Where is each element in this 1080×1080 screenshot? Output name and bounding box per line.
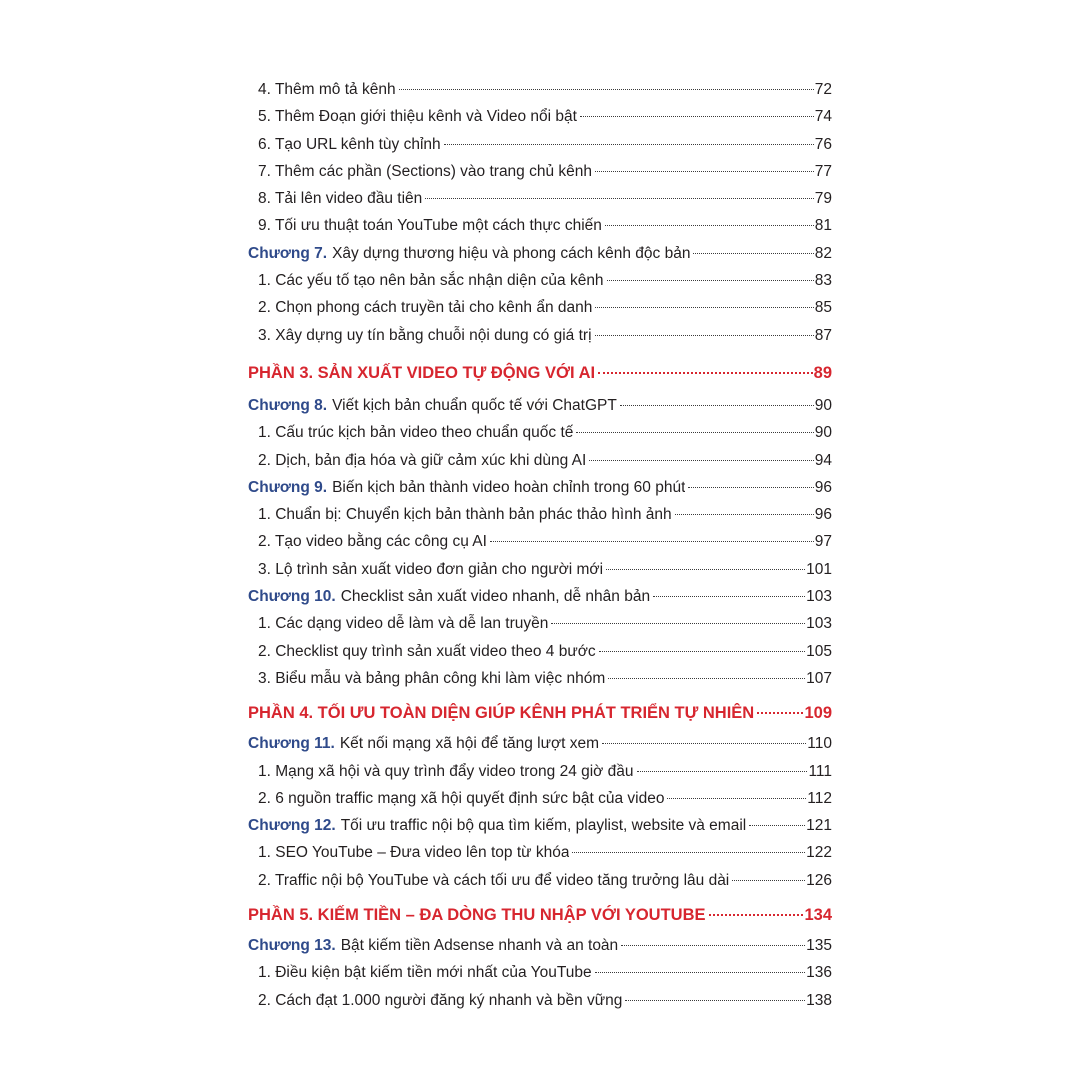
toc-section-entry xyxy=(248,76,832,103)
toc-section-entry xyxy=(248,610,832,637)
entry-title: 2. Checklist quy trình sản xuất video theo 4 bước xyxy=(258,642,596,660)
dot-leader xyxy=(749,825,805,826)
toc-section-entry xyxy=(248,785,832,812)
page-number: 77 xyxy=(814,162,832,180)
dot-leader xyxy=(399,89,814,90)
dot-leader xyxy=(693,253,813,254)
entry-title: 1. Mạng xã hội và quy trình đẩy video trong 24 giờ đầu xyxy=(258,762,634,780)
entry-title: Checklist sản xuất video nhanh, dễ nhân bản xyxy=(340,588,651,606)
toc-section-entry xyxy=(248,528,832,555)
chapter-label: Chương 9. xyxy=(248,478,328,496)
dot-leader xyxy=(625,1000,805,1001)
dot-leader xyxy=(602,743,806,744)
page-number: 103 xyxy=(806,615,832,633)
entry-title: 2. Dịch, bản địa hóa và giữ cảm xúc khi dùng AI xyxy=(258,451,587,469)
entry-title: 1. Các yếu tố tạo nên bản sắc nhận diện của kênh xyxy=(258,272,604,290)
entry-title: PHẦN 4. TỐI ƯU TOÀN DIỆN GIÚP KÊNH PHÁT TRIỂN TỰ NHIÊN xyxy=(248,704,755,723)
toc-section-entry xyxy=(248,267,832,294)
toc-section-entry xyxy=(248,103,832,130)
chapter-label: Chương 12. xyxy=(248,817,336,835)
page-number: 76 xyxy=(814,135,832,153)
page-number: 96 xyxy=(814,478,832,496)
dot-leader xyxy=(595,972,806,973)
dot-leader xyxy=(572,852,805,853)
page-number: 122 xyxy=(806,844,832,862)
entry-title: 2. Cách đạt 1.000 người đăng ký nhanh và bền vững xyxy=(258,991,623,1009)
dot-leader xyxy=(608,678,805,679)
dot-leader xyxy=(580,116,814,117)
toc-section-entry xyxy=(248,839,832,866)
page-number: 121 xyxy=(806,817,832,835)
toc-section-entry xyxy=(248,665,832,692)
entry-title: 3. Biểu mẫu và bảng phân công khi làm việc nhóm xyxy=(258,669,606,687)
table-of-contents xyxy=(248,76,832,1014)
toc-section-entry xyxy=(248,212,832,239)
page-number: 72 xyxy=(814,81,832,98)
dot-leader xyxy=(444,144,814,145)
entry-title: 2. Chọn phong cách truyền tải cho kênh ẩn danh xyxy=(258,299,593,317)
page-number: 85 xyxy=(814,299,832,317)
entry-title: 5. Thêm Đoạn giới thiệu kênh và Video nổi bật xyxy=(258,108,577,126)
page-number: 87 xyxy=(814,326,832,344)
page-number: 138 xyxy=(806,991,832,1009)
dot-leader xyxy=(595,171,814,172)
toc-section-entry xyxy=(248,638,832,665)
page-number: 134 xyxy=(804,906,832,925)
toc-chapter-entry xyxy=(248,932,832,959)
dot-leader xyxy=(490,541,814,542)
chapter-label: Chương 11. xyxy=(248,735,335,753)
toc-section-entry xyxy=(248,987,832,1014)
page-number: 111 xyxy=(808,762,832,780)
entry-title: Xây dựng thương hiệu và phong cách kênh độc bản xyxy=(332,244,691,262)
toc-chapter-entry xyxy=(248,474,832,501)
page-number: 83 xyxy=(814,272,832,290)
dot-leader xyxy=(757,712,803,714)
toc-chapter-entry xyxy=(248,583,832,610)
toc-section-entry xyxy=(248,959,832,986)
entry-title: 4. Thêm mô tả kênh xyxy=(258,81,396,98)
dot-leader xyxy=(576,432,813,433)
page-number: 90 xyxy=(814,396,832,414)
chapter-label: Chương 10. xyxy=(248,588,336,606)
page-number: 94 xyxy=(814,451,832,469)
toc-section-entry xyxy=(248,322,832,349)
toc-section-entry xyxy=(248,131,832,158)
entry-title: 2. Tạo video bằng các công cụ AI xyxy=(258,533,487,551)
toc-chapter-entry xyxy=(248,240,832,267)
page-number: 126 xyxy=(806,871,832,889)
entry-title: Tối ưu traffic nội bộ qua tìm kiếm, playlist, website và email xyxy=(340,817,747,835)
entry-title: Biến kịch bản thành video hoàn chỉnh trong 60 phút xyxy=(332,478,686,496)
page-number: 103 xyxy=(806,588,832,606)
entry-title: 2. 6 nguồn traffic mạng xã hội quyết định sức bật của video xyxy=(258,789,665,807)
dot-leader xyxy=(607,280,814,281)
entry-title: 1. Chuẩn bị: Chuyển kịch bản thành bản phác thảo hình ảnh xyxy=(258,506,672,524)
toc-section-entry xyxy=(248,447,832,474)
entry-title: 2. Traffic nội bộ YouTube và cách tối ưu để video tăng trưởng lâu dài xyxy=(258,871,730,889)
entry-title: 1. Các dạng video dễ làm và dễ lan truyền xyxy=(258,615,549,633)
dot-leader xyxy=(637,771,808,772)
page-number: 136 xyxy=(806,964,832,982)
page-number: 107 xyxy=(806,669,832,687)
dot-leader xyxy=(605,225,814,226)
page-number: 97 xyxy=(814,533,832,551)
dot-leader xyxy=(606,569,805,570)
dot-leader xyxy=(595,335,814,336)
toc-part-heading xyxy=(248,358,832,388)
page-number: 105 xyxy=(806,642,832,660)
dot-leader xyxy=(598,372,813,374)
chapter-label: Chương 7. xyxy=(248,244,328,262)
entry-title: 1. SEO YouTube – Đưa video lên top từ khóa xyxy=(258,844,570,862)
entry-title: 6. Tạo URL kênh tùy chỉnh xyxy=(258,135,441,153)
page-number: 79 xyxy=(814,190,832,208)
entry-title: 9. Tối ưu thuật toán YouTube một cách thực chiến xyxy=(258,217,602,235)
toc-section-entry xyxy=(248,185,832,212)
entry-title: Kết nối mạng xã hội để tăng lượt xem xyxy=(339,735,600,753)
page-number: 90 xyxy=(814,424,832,442)
entry-title: PHẦN 3. SẢN XUẤT VIDEO TỰ ĐỘNG VỚI AI xyxy=(248,363,596,382)
page-number: 112 xyxy=(807,789,832,807)
page-number: 135 xyxy=(806,937,832,955)
page-number: 82 xyxy=(814,244,832,262)
dot-leader xyxy=(667,798,806,799)
page-number: 96 xyxy=(814,506,832,524)
dot-leader xyxy=(621,945,805,946)
entry-title: 3. Xây dựng uy tín bằng chuỗi nội dung có giá trị xyxy=(258,326,592,344)
dot-leader xyxy=(595,307,813,308)
dot-leader xyxy=(425,198,813,199)
toc-section-entry xyxy=(248,758,832,785)
toc-section-entry xyxy=(248,501,832,528)
page-number: 81 xyxy=(814,217,832,235)
dot-leader xyxy=(551,623,805,624)
dot-leader xyxy=(675,514,814,515)
page-number: 89 xyxy=(813,363,832,382)
toc-part-heading xyxy=(248,698,832,728)
entry-title: Viết kịch bản chuẩn quốc tế với ChatGPT xyxy=(332,396,617,414)
dot-leader xyxy=(653,596,805,597)
entry-title: Bật kiếm tiền Adsense nhanh và an toàn xyxy=(340,937,619,955)
page-number: 110 xyxy=(807,735,832,753)
entry-title: PHẦN 5. KIẾM TIỀN – ĐA DÒNG THU NHẬP VỚI YOUTUBE xyxy=(248,906,706,925)
dot-leader xyxy=(599,651,806,652)
toc-section-entry xyxy=(248,419,832,446)
toc-section-entry xyxy=(248,867,832,894)
entry-title: 1. Cấu trúc kịch bản video theo chuẩn quốc tế xyxy=(258,424,574,442)
toc-section-entry xyxy=(248,158,832,185)
entry-title: 7. Thêm các phần (Sections) vào trang chủ kênh xyxy=(258,162,593,180)
toc-section-entry xyxy=(248,556,832,583)
toc-section-entry xyxy=(248,294,832,321)
chapter-label: Chương 13. xyxy=(248,937,336,955)
toc-chapter-entry xyxy=(248,812,832,839)
toc-part-heading xyxy=(248,900,832,930)
dot-leader xyxy=(732,880,805,881)
dot-leader xyxy=(620,405,814,406)
dot-leader xyxy=(688,487,813,488)
page-number: 109 xyxy=(804,704,832,723)
entry-title: 1. Điều kiện bật kiếm tiền mới nhất của YouTube xyxy=(258,964,592,982)
chapter-label: Chương 8. xyxy=(248,396,328,414)
page-number: 74 xyxy=(814,108,832,126)
toc-chapter-entry xyxy=(248,730,832,757)
entry-title: 3. Lộ trình sản xuất video đơn giản cho người mới xyxy=(258,560,604,578)
entry-title: 8. Tải lên video đầu tiên xyxy=(258,190,423,208)
page-number: 101 xyxy=(806,560,832,578)
dot-leader xyxy=(709,914,804,916)
dot-leader xyxy=(589,460,813,461)
toc-chapter-entry xyxy=(248,392,832,419)
